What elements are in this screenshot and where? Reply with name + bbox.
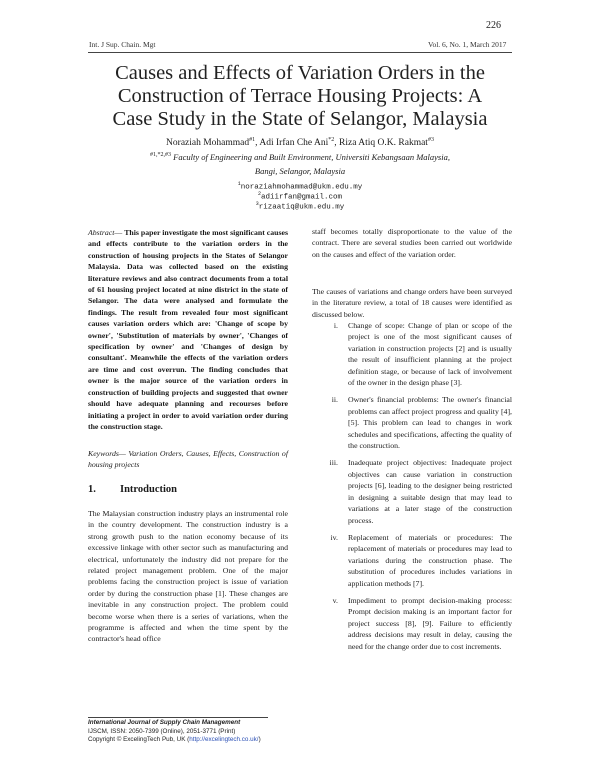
list-number: iii. [329,458,338,468]
intro-paragraph [88,508,288,645]
author-name: Adi Irfan Che Ani [259,138,329,149]
list-number: i. [333,321,338,330]
list-text: Replacement of materials or procedures: The replacement of materials or procedures may lead to variations during the construction phase. The substitution of procedures includes variations in application methods [7]. [348,532,512,588]
email-sup: 3 [255,201,259,207]
email-sup: 1 [237,181,241,187]
right-paragraph [312,286,512,320]
email-line [80,200,520,213]
section-heading [88,484,288,495]
footer-journal: International Journal of Supply Chain Management [88,719,241,726]
author-sup: #3 [427,137,434,143]
author-name: Noraziah Mohammad [166,138,250,149]
email-address: noraziahmohammad@ukm.edu.my [240,183,363,192]
page-number: 226 [486,20,501,31]
keywords-label: Keywords— [88,449,126,458]
footer [88,719,261,745]
title-line: Case Study in the State of Selangor, Malaysia [112,108,488,130]
author-separator: , [334,138,340,149]
journal-short-title: Int. J Sup. Chain. Mgt [89,40,156,49]
abstract [88,227,288,432]
affiliation-line: Faculty of Engineering and Built Environment, Universiti Kebangsaan Malaysia, [173,151,450,162]
causes-list [312,320,512,658]
list-number: iv. [330,532,338,542]
list-text: Owner's financial problems: The owner's financial problems can affect project progress and quality [4], [5]. This problem can lead to changes in work schedules and specifications, affecting the quality of the construction. [348,395,512,451]
title-line: Causes and Effects of Variation Orders in the [115,62,485,84]
title-line: Construction of Terrace Housing Projects: A [117,85,483,107]
abstract-label: Abstract [88,228,115,237]
affiliation-line: Bangi, Selangor, Malaysia [254,165,346,176]
author-name: Riza Atiq O.K. Rakmat [339,138,428,149]
section-number: 1. [88,484,96,495]
list-item [312,595,512,652]
list-text: Impediment to prompt decision-making process: Prompt decision making is an important factor for project success [8], [9]. Failure to efficiently address decisions may result in delay, causing the need for the change order due to cost increments. [348,595,512,651]
author-separator: , [255,138,260,149]
list-number: v. [332,595,338,605]
author-sup: *2 [328,137,335,143]
header-rule [88,52,512,53]
footer-issn: IJSCM, ISSN: 2050-7399 (Online), 2051-3771 (Print) [88,727,236,735]
author-sup: #1 [249,137,256,143]
footer-copyright [88,736,261,745]
copyright-text: Copyright © ExcelingTech Pub, UK ( [88,736,190,744]
volume-info: Vol. 6, No. 1, March 2017 [428,40,507,49]
list-item [312,394,512,451]
keywords [88,448,288,471]
list-item [312,532,512,589]
right-paragraph [312,226,512,260]
list-text: Inadequate project objectives: Inadequate project objectives can cause variation in construction projects [6], leading to the designer being restricted in designing a suitable design that may lead to variations at a later stage of the construction process. [348,458,512,525]
email-sup: 2 [257,191,261,197]
list-item [312,457,512,525]
affiliation-sup: #1,*2,#3 [150,152,172,158]
abstract-dash: — [114,228,125,237]
paragraph-text: The causes of variations and change orders have been surveyed in the literature review, a total of 18 causes were identified as discussed below. [312,287,512,319]
paper-title [80,62,520,131]
list-number: ii. [331,395,338,405]
copyright-close: ) [258,736,261,744]
abstract-text: This paper investigate the most significant causes and effects contribute to the variation orders in the construction of housing projects in the States of Selangor Malaysia. Data was collected based on the existing literature reviews and also contract documents from a total of 61 housing project located at nine district in the state of Selangor. The data were analysed and formulate the findings. The result from revealed four most significant causes variation orders which are: 'Change of scope by owner', 'Substitution of materials by owner', 'Changes of specification by owner' and 'Changes of design by consultant'. Meanwhile the effects of the variation orders are time and cost overrun. The finding concludes that owner is the major source of the variation orders in construction of building projects and suggested that owner should have adequate planning and recourses before initiating a project in order to avoid variation order during the construction stage. [88,228,288,431]
footer-rule [88,717,268,718]
paragraph-text: staff becomes totally disproportionate to the value of the contract. There are several studies been carried out worldwide on the causes and effect of the variation order. [312,227,512,259]
list-text: Change of scope: Change of plan or scope of the project is one of the most significant causes of variation in construction projects [2] and is usually the result of insufficient planning at the project definition stage, or because of lack of involvement of the owner in the design phase [3]. [348,321,512,388]
email-address: adiirfan@gmail.com [261,193,343,202]
publisher-link[interactable]: http://excelingtech.co.uk/ [189,736,259,744]
list-item [312,320,512,388]
email-address: rizaatiq@ukm.edu.my [258,203,345,212]
affiliation [80,148,520,178]
section-title: Introduction [120,484,177,495]
keywords-text: Variation Orders, Causes, Effects, Construction of housing projects [88,449,289,470]
intro-text: The Malaysian construction industry plays an instrumental role in the country development. The construction industry is a strong growth push to the nation economy because of its excessive linkage with other sector such as manufacturing and electrical, unfortunately the industry did not prepare for the related project management problem. One of the major problems facing the construction project is issue of variation order by during the construction phase [1]. These changes are inevitable in any construction project. The problem could become worse when there is a series of variations, when the programme is affected and when the time spent by the contractor's head office [88,509,288,644]
